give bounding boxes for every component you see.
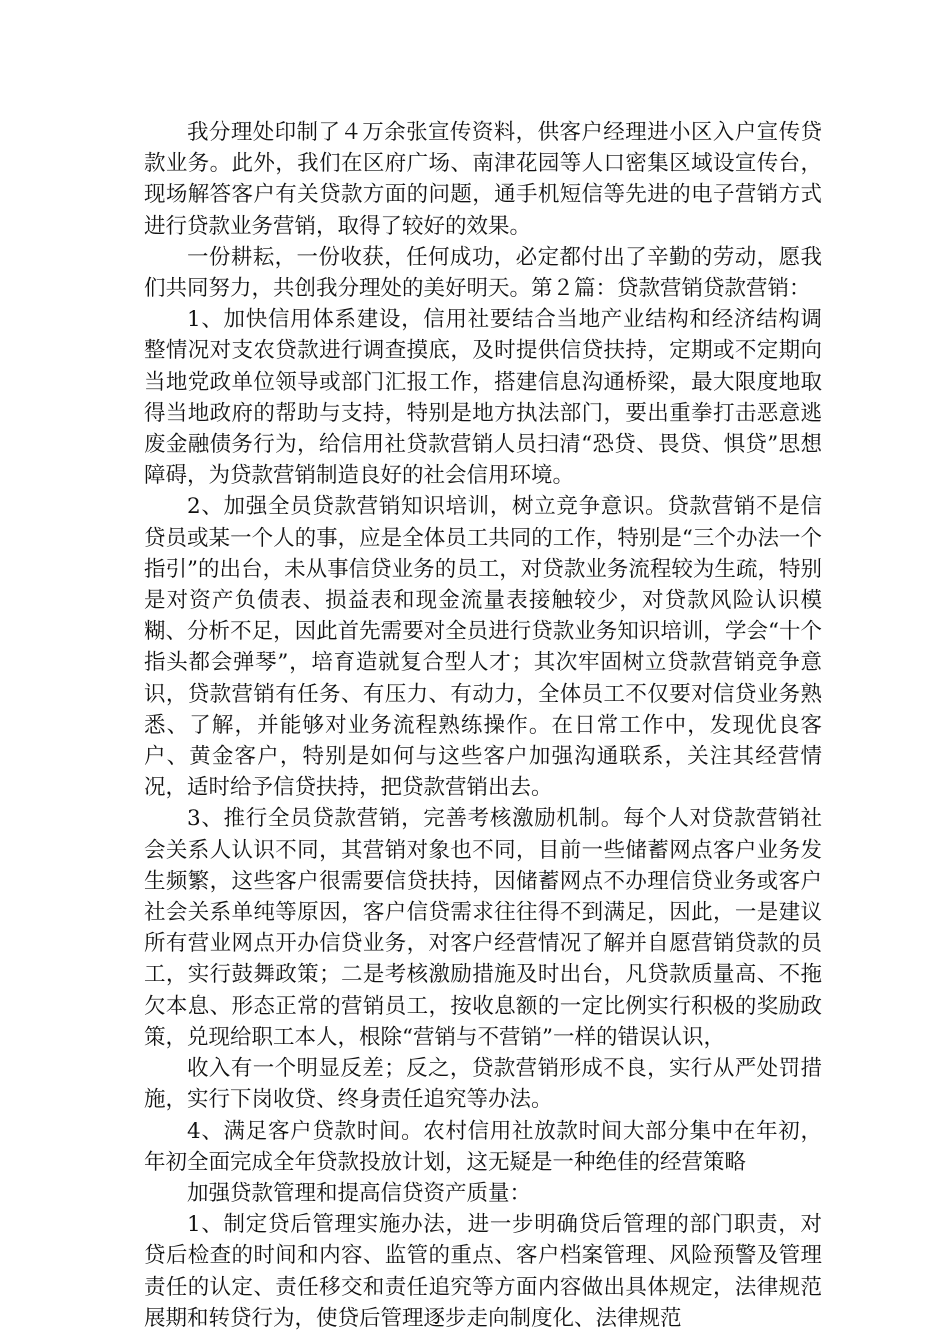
paragraph-4: 2、加强全员贷款营销知识培训，树立竞争意识。贷款营销不是信贷员或某一个人的事，应是全体员工共同的工作，特别是“三个办法一个指引”的出台，未从事信贷业务的员工，对贷款业务流程较为生疏，特别是对资产负债表、损益表和现金流量表接触较少，对贷款风险认识模糊、分析不足，因此首先需要对全员进行贷款业务知识培训，学会“十个指头都会弹琴”，培育造就复合型人才；其次牢固树立贷款营销竞争意识，贷款营销有任务、有压力、有动力，全体员工不仅要对信贷业务熟悉、了解，并能够对业务流程熟练操作。在日常工作中，发现优良客户、黄金客户，特别是如何与这些客户加强沟通联系，关注其经营情况，适时给予信贷扶持，把贷款营销出去。 [144,494,822,801]
paragraph-9: 1、制定贷后管理实施办法，进一步明确贷后管理的部门职责，对贷后检查的时间和内容、监管的重点、客户档案管理、风险预警及管理责任的认定、责任移交和责任追究等方面内容做出具体规定，法律规范展期和转贷行为，使贷后管理逐步走向制度化、法律规范 [144,1212,822,1331]
paragraph-2: 一份耕耘，一份收获，任何成功，必定都付出了辛勤的劳动，愿我们共同努力，共创我分理处的美好明天。第２篇：贷款营销贷款营销： [144,244,822,302]
paragraph-8: 加强贷款管理和提高信贷资产质量： [187,1180,532,1206]
paragraph-5: 3、推行全员贷款营销，完善考核激励机制。每个人对贷款营销社会关系人认识不同，其营销对象也不同，目前一些储蓄网点客户业务发生频繁，这些客户很需要信贷扶持，因储蓄网点不办理信贷业务或客户社会关系单纯等原因，客户信贷需求往往得不到满足，因此，一是建议所有营业网点开办信贷业务，对客户经营情况了解并自愿营销贷款的员工，实行鼓舞政策；二是考核激励措施及时出台，凡贷款质量高、不拖欠本息、形态正常的营销员工，按收息额的一定比例实行积极的奖励政策，兑现给职工本人，根除“营销与不营销”一样的错误认识， [144,806,822,1050]
document-body [144,117,822,1334]
paragraph-3: 1、加快信用体系建设，信用社要结合当地产业结构和经济结构调整情况对支农贷款进行调查摸底，及时提供信贷扶持，定期或不定期向当地党政单位领导或部门汇报工作，搭建信息沟通桥梁，最大限度地取得当地政府的帮助与支持，特别是地方执法部门，要出重拳打击恶意逃废金融债务行为，给信用社贷款营销人员扫清“恐贷、畏贷、惧贷”思想障碍，为贷款营销制造良好的社会信用环境。 [144,307,822,489]
paragraph-7: 4、满足客户贷款时间。农村信用社放款时间大部分集中在年初，年初全面完成全年贷款投放计划，这无疑是一种绝佳的经营策略 [144,1118,822,1175]
paragraph-1: 我分理处印制了４万余张宣传资料，供客户经理进小区入户宣传贷款业务。此外，我们在区府广场、南津花园等人口密集区域设宣传台，现场解答客户有关贷款方面的问题，通手机短信等先进的电子营销方式进行贷款业务营销，取得了较好的效果。 [144,120,822,239]
paragraph-6: 收入有一个明显反差；反之，贷款营销形成不良，实行从严处罚措施，实行下岗收贷、终身责任追究等办法。 [144,1056,822,1113]
